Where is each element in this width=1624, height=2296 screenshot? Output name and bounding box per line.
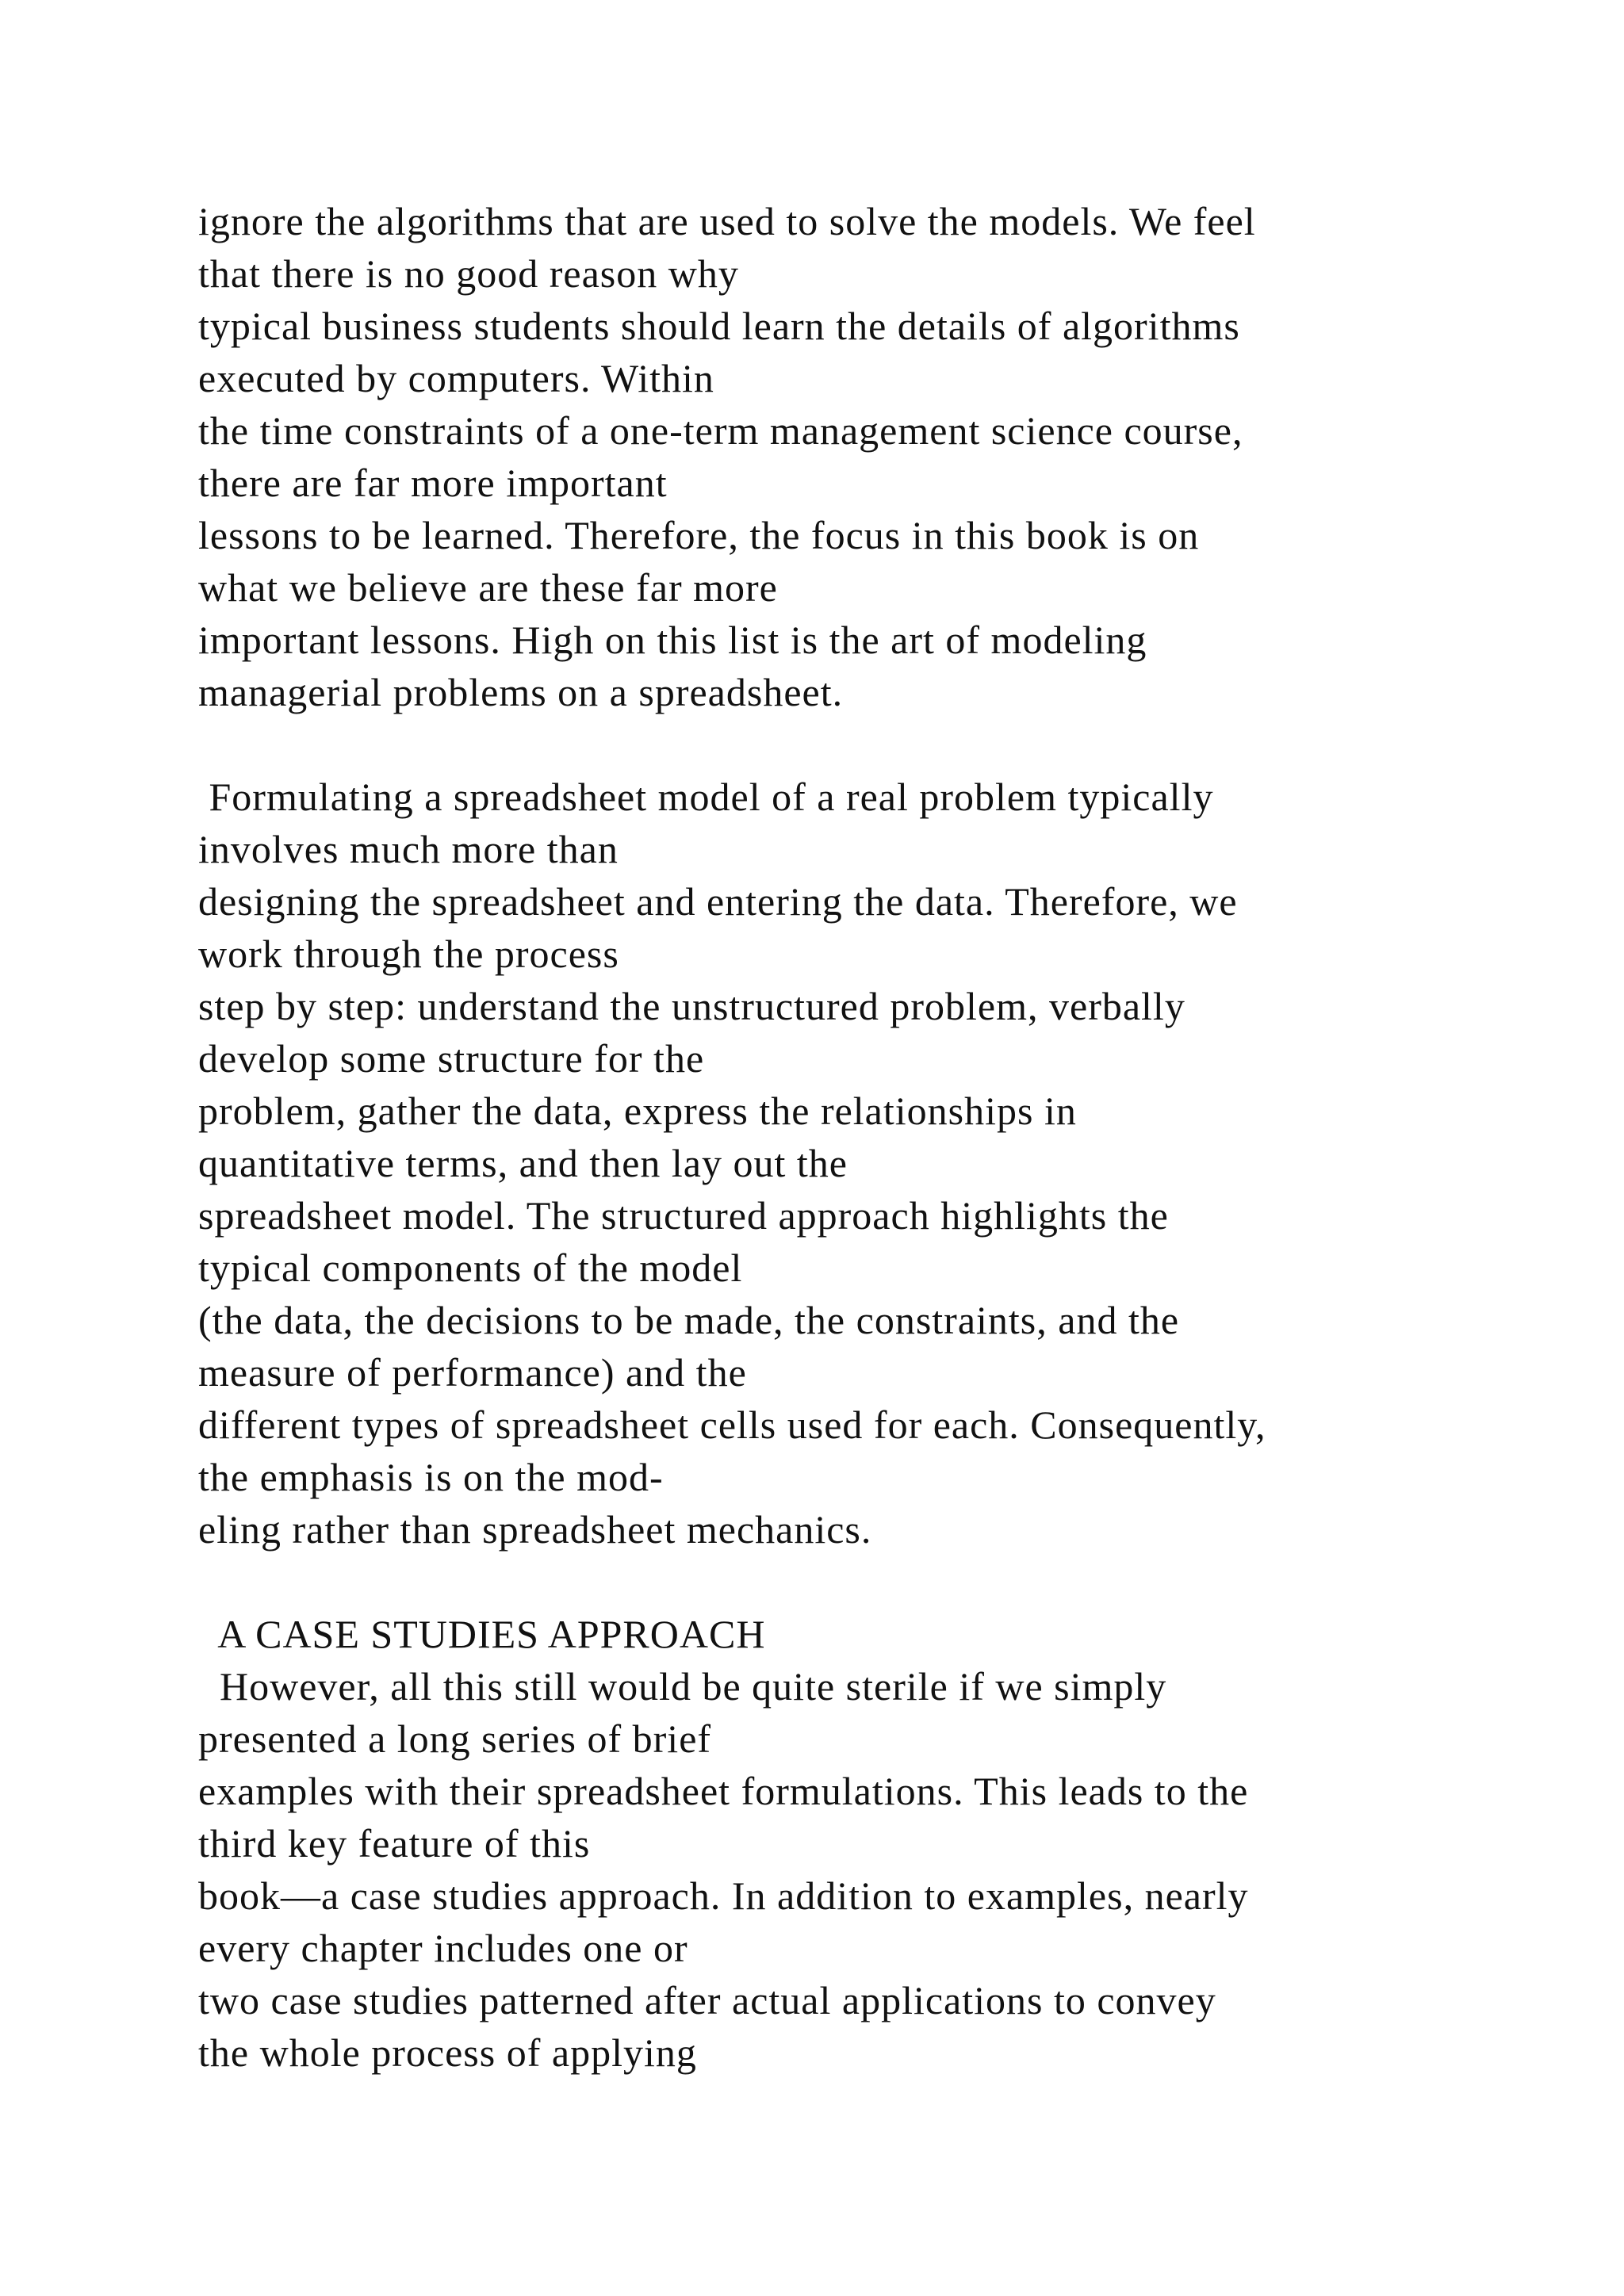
text-line: (the data, the decisions to be made, the constraints, and the	[198, 1298, 1180, 1342]
text-line: eling rather than spreadsheet mechanics.	[198, 1507, 872, 1552]
text-line: spreadsheet model. The structured approach highlights the	[198, 1193, 1169, 1238]
text-line: third key feature of this	[198, 1821, 591, 1866]
body-text	[198, 195, 1546, 2079]
blank-line	[198, 1556, 1546, 1608]
text-line: important lessons. High on this list is the art of modeling	[198, 618, 1147, 662]
text-line: However, all this still would be quite sterile if we simply	[198, 1664, 1167, 1709]
text-line: ignore the algorithms that are used to solve the models. We feel	[198, 199, 1256, 243]
text-line: step by step: understand the unstructured problem, verbally	[198, 984, 1185, 1028]
text-line: two case studies patterned after actual applications to convey	[198, 1978, 1216, 2022]
text-line: that there is no good reason why	[198, 251, 739, 296]
text-line: book—a case studies approach. In addition to examples, nearly	[198, 1873, 1249, 1918]
text-line: designing the spreadsheet and entering the data. Therefore, we	[198, 879, 1238, 924]
text-line: typical components of the model	[198, 1246, 743, 1290]
text-line: Formulating a spreadsheet model of a real problem typically	[198, 775, 1214, 819]
text-line: executed by computers. Within	[198, 356, 714, 400]
text-line: lessons to be learned. Therefore, the focus in this book is on	[198, 513, 1200, 557]
text-line: the time constraints of a one-term management science course,	[198, 408, 1243, 453]
text-line: every chapter includes one or	[198, 1926, 688, 1970]
section-heading: A CASE STUDIES APPROACH	[198, 1612, 766, 1656]
text-line: develop some structure for the	[198, 1036, 705, 1081]
text-line: different types of spreadsheet cells used for each. Consequently,	[198, 1402, 1266, 1447]
text-line: presented a long series of brief	[198, 1716, 712, 1761]
text-line: the whole process of applying	[198, 2030, 697, 2075]
text-line: what we believe are these far more	[198, 565, 778, 610]
text-line: managerial problems on a spreadsheet.	[198, 670, 844, 714]
text-line: problem, gather the data, express the relationships in	[198, 1089, 1077, 1133]
blank-line	[198, 718, 1546, 771]
text-line: work through the process	[198, 932, 619, 976]
text-line: there are far more important	[198, 461, 668, 505]
text-line: quantitative terms, and then lay out the	[198, 1141, 848, 1185]
text-line: examples with their spreadsheet formulations. This leads to the	[198, 1769, 1249, 1813]
text-line: typical business students should learn the details of algorithms	[198, 304, 1240, 348]
text-line: involves much more than	[198, 827, 619, 871]
text-line: measure of performance) and the	[198, 1350, 747, 1395]
text-line: the emphasis is on the mod-	[198, 1455, 664, 1499]
